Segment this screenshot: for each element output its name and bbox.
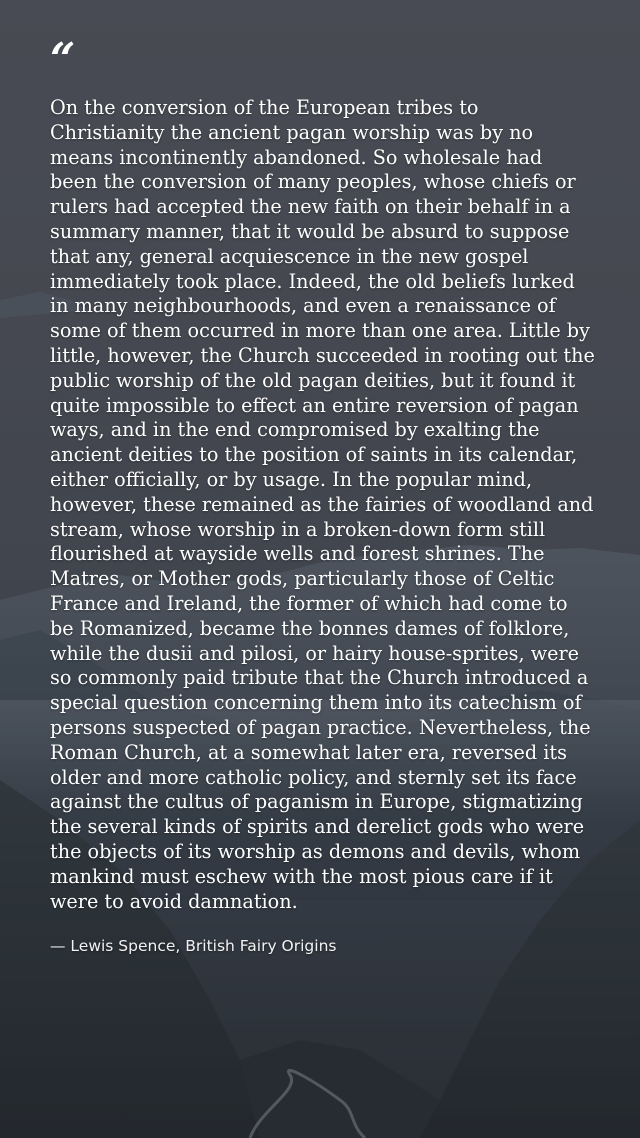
quote-attribution: — Lewis Spence, British Fairy Origins — [50, 937, 337, 956]
quote-mark-icon: “ — [50, 34, 76, 85]
quote-text: On the conversion of the European tribes to Christianity the ancient pagan worship was by no means incontinently abandoned. So wholesale had been the conversion of many peoples, whose chiefs or rulers had accepted the new faith on their behalf in a summary manner, that it would be absurd to suppose that any, general acquiescence in the new gospel immediately took place. Indeed, the old beliefs lurked in many neighbourhoods, and even a renaissance of some of them occurred in more than one area. Little by little, however, the Church succeeded in rooting out the public worship of the old pagan deities, but it found it quite impossible to effect an entire reversion of pagan ways, and in the end compromised by exalting the ancient deities to the position of saints in its calendar, either officially, or by usage. In the popular mind, however, these remained as the fairies of woodland and stream, whose worship in a broken-down form still flourished at wayside wells and forest shrines. The Matres, or Mother gods, particularly those of Celtic France and Ireland, the former of which had come to be Romanized, became the bonnes dames of folklore, while the dusii and pilosi, or hairy house-sprites, were so commonly paid tribute that the Church introduced a special question concerning them into its catechism of persons suspected of pagan practice. Nevertheless, the Roman Church, at a somewhat later era, reversed its older and more catholic policy, and sternly set its face against the cultus of paganism in Europe, stigmatizing the several kinds of spirits and derelict gods who were the objects of its worship as demons and devils, whom mankind must eschew with the most pious care if it were to avoid damnation. — [50, 96, 595, 913]
quote-card — [50, 34, 595, 956]
